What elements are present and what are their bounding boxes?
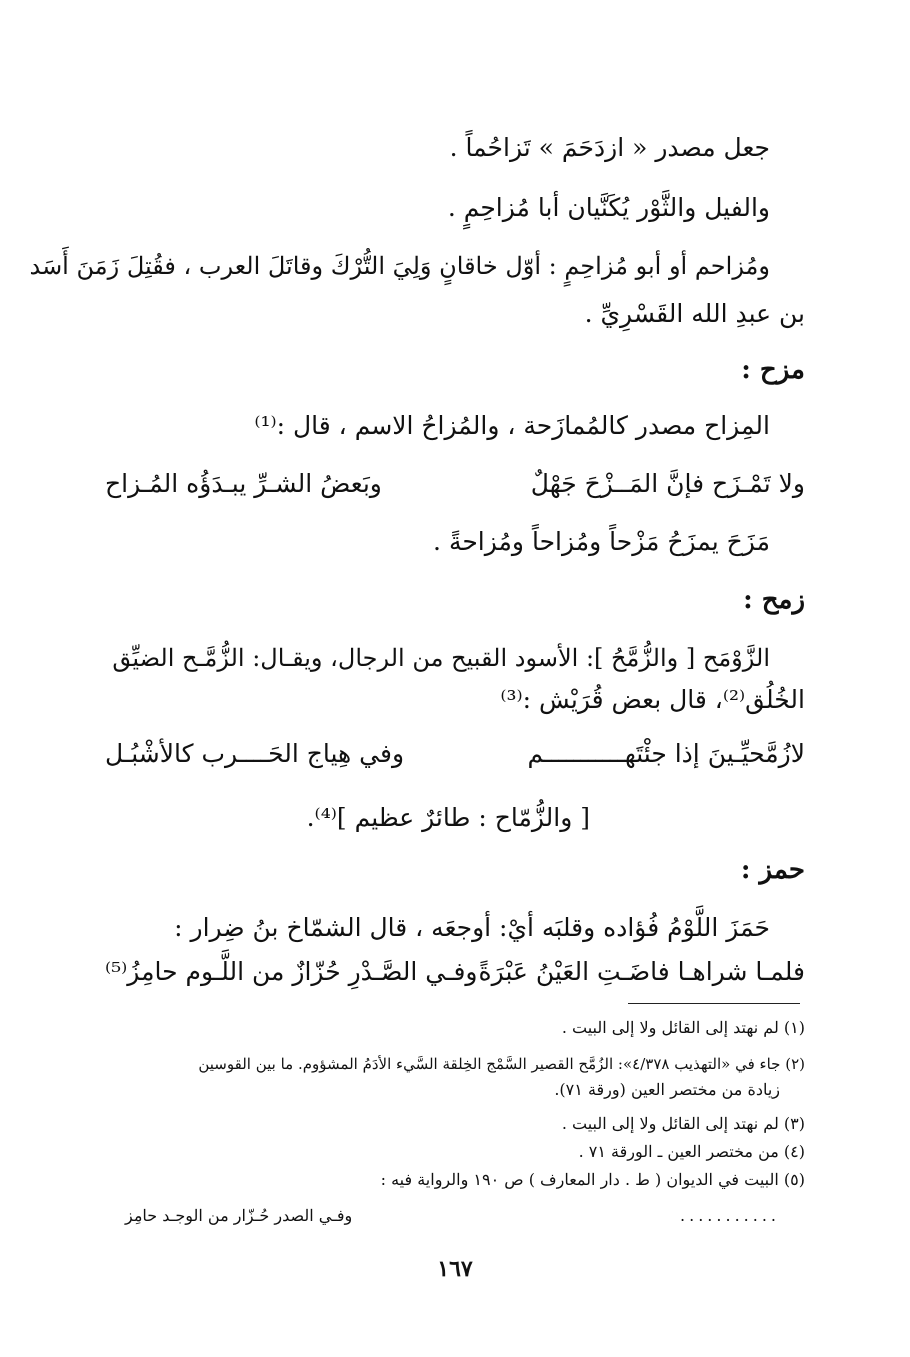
text-line: حَمَزَ اللَّوْمُ فُؤاده وقلبَه أيْ: أوجعَه ، قال الشمّاخ بنُ ضِرار : (174, 913, 770, 942)
page-number: ١٦٧ (437, 1256, 473, 1282)
verse-hemistich-second: وفي هِياج الحَــــرب كالأشْبُـل (105, 739, 405, 768)
footnote-verse-second: وفـي الصدر حُـزّار من الوجـد حامِز (125, 1206, 353, 1225)
footnote: (١) لم نهتد إلى القائل ولا إلى البيت . (561, 1018, 805, 1037)
text-line: [ والزُّمّاح : طائرٌ عظيم ]⁽⁴⁾. (306, 803, 590, 832)
text-line: الزَّوْمَح [ والزُّمَّحُ ]: الأسود القبيح من الرجال، ويقـال: الزُّمَّـح الضيِّق (112, 644, 770, 672)
text-line: ومُزاحم أو أبو مُزاحِمٍ : أوّل خاقانٍ وَلِيَ التُّرْكَ وقاتَلَ العرب ، فقُتِلَ زَمَنَ أَسَد (29, 252, 770, 280)
footnote-verse-first: ........... (680, 1206, 780, 1225)
footnote: (٢) جاء في «التهذيب ٤/٣٧٨»: الزُمَّح القصير السَّمْج الخِلقة السَّيء الأدَمُ المشؤوم. ما بين القوسين (198, 1055, 805, 1073)
verse-hemistich-first: ولا تَمْـزَح فإنَّ المَــزْحَ جَهْلٌ (530, 469, 805, 498)
entry-heading: زمح : (743, 585, 805, 615)
verse-hemistich-second: وفـي الصَّـدْرِ حُزّازٌ من اللَّـوم حامِزُ⁽⁵⁾ (105, 957, 478, 986)
text-line: مَزَحَ يمزَحُ مَزْحاً ومُزاحاً ومُزاحةً . (433, 527, 770, 556)
verse-hemistich-second: وبَعضُ الشـرِّ يبـدَؤُه المُـزاح (105, 469, 382, 498)
text-line: بن عبدِ الله القَسْرِيِّ . (584, 299, 805, 328)
entry-heading: حمز : (740, 855, 805, 885)
verse-hemistich-first: فلمـا شراهـا فاضَـتِ العَيْنُ عَبْرَةً (478, 957, 805, 986)
text-line: والفيل والثَّوْر يُكَنَّيان أبا مُزاحِمٍ . (447, 193, 770, 222)
footnote: (٤) من مختصر العين ـ الورقة ٧١ . (578, 1142, 805, 1161)
footnote-separator (628, 1003, 800, 1004)
text-line: جعل مصدر « ازدَحَمَ » تَزاحُماً . (449, 133, 770, 162)
footnote: زيادة من مختصر العين (ورقة ٧١). (554, 1080, 780, 1099)
footnote: (٥) البيت في الديوان ( ط . دار المعارف ) ص ١٩٠ والرواية فيه : (380, 1170, 805, 1189)
text-line: المِزاح مصدر كالمُمازَحة ، والمُزاحُ الاسم ، قال :⁽¹⁾ (254, 411, 770, 440)
footnote: (٣) لم نهتد إلى القائل ولا إلى البيت . (561, 1114, 805, 1133)
verse-hemistich-first: لازُمَّحيِّـينَ إذا جئْتَهـــــــــــم (527, 739, 805, 768)
entry-heading: مزح : (741, 355, 805, 385)
text-line: الخُلُق⁽²⁾، قال بعض قُرَيْش :⁽³⁾ (500, 685, 805, 714)
